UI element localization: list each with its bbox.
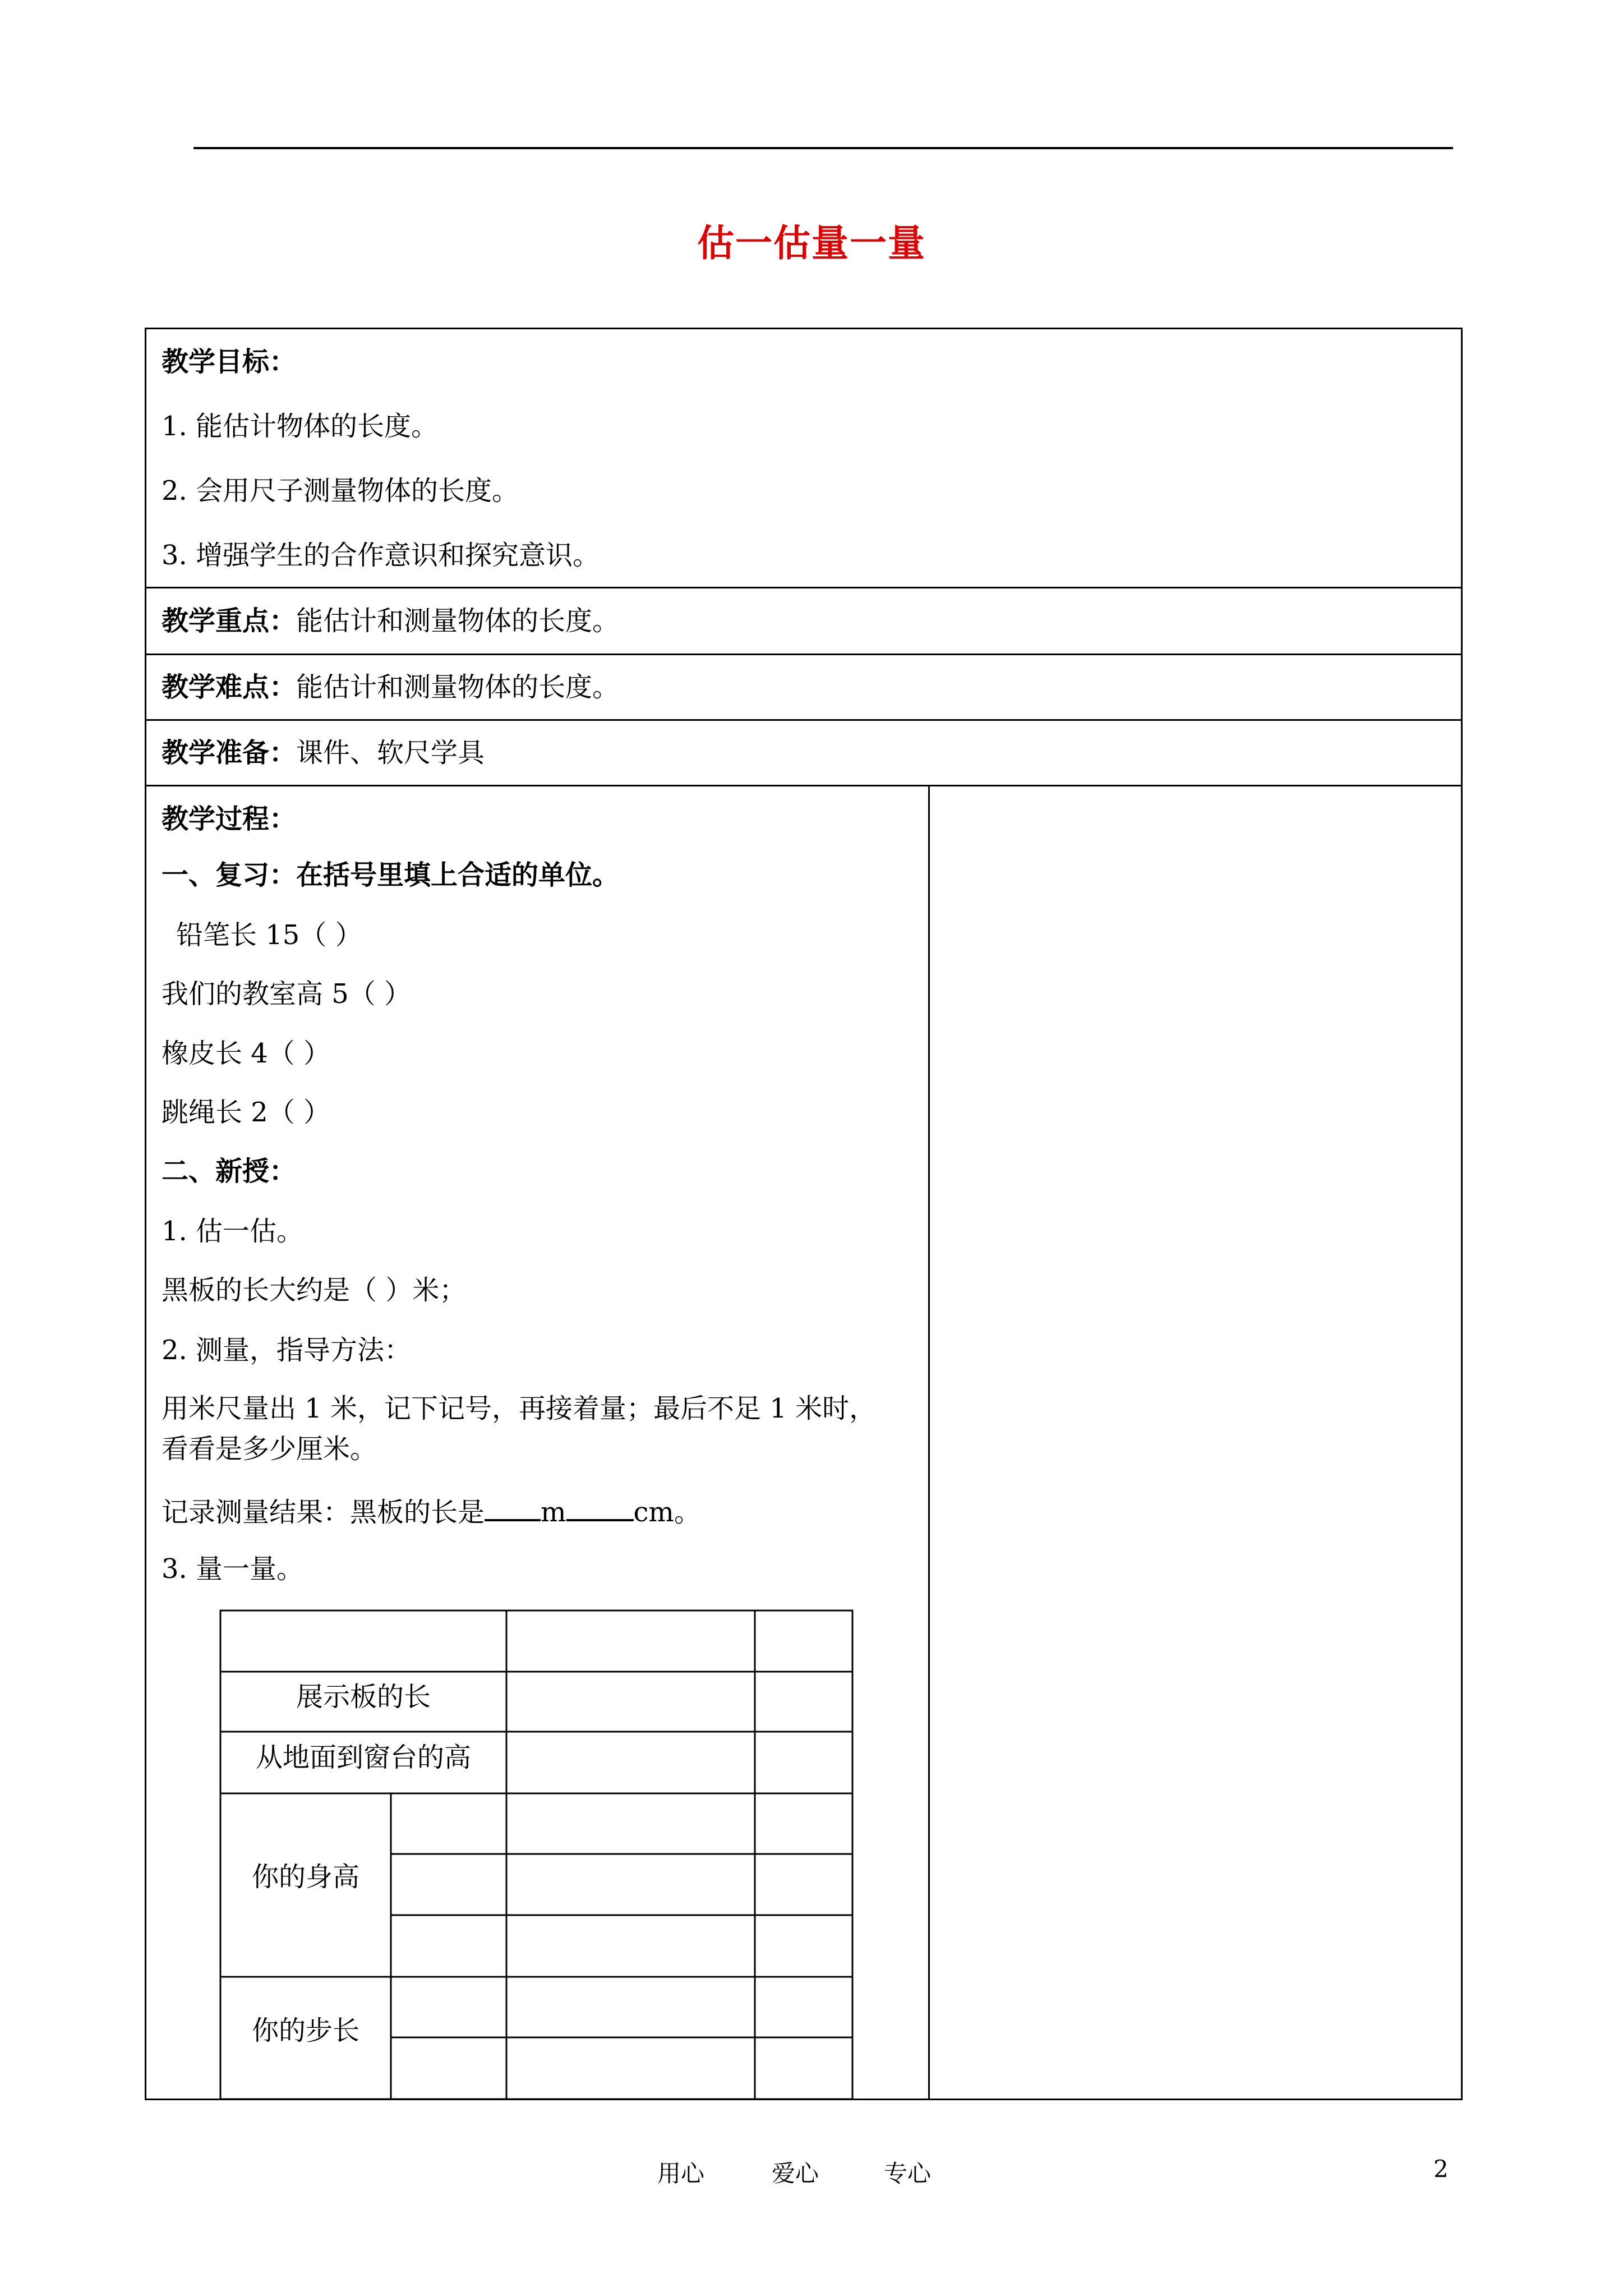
objective-item: 3. 增强学生的合作意识和探究意识。 [162, 540, 600, 571]
footer-item: 专心 [884, 2160, 932, 2187]
step-one: 1. 估一估。 [162, 1216, 304, 1247]
difficulty-label: 教学难点： [162, 671, 297, 703]
review-item: 跳绳长 2（ ） [162, 1097, 331, 1128]
table-row-label: 展示板的长 [296, 1681, 431, 1713]
preparation-text: 课件、软尺学具 [296, 737, 485, 769]
table-row-label: 从地面到窗台的高 [255, 1742, 471, 1773]
review-item: 我们的教室高 5（ ） [162, 978, 412, 1010]
document-title: 估一估量一量 [697, 222, 926, 265]
record-cm-unit: cm。 [633, 1497, 701, 1528]
objective-item: 1. 能估计物体的长度。 [162, 411, 439, 442]
objectives-heading: 教学目标： [162, 346, 297, 378]
step-two-line: 看看是多少厘米。 [162, 1433, 377, 1465]
footer-item: 爱心 [772, 2160, 819, 2187]
step-two-line: 用米尺量出 1 米，记下记号，再接着量；最后不足 1 米时， [162, 1393, 877, 1424]
record-prefix: 记录测量结果：黑板的长是 [162, 1497, 485, 1528]
new-lesson-heading: 二、新授： [162, 1156, 297, 1187]
key-point-text: 能估计和测量物体的长度。 [296, 605, 620, 637]
table-row-label: 你的步长 [251, 2015, 359, 2046]
footer-item: 用心 [657, 2160, 705, 2187]
objective-item: 2. 会用尺子测量物体的长度。 [162, 475, 519, 507]
key-point-label: 教学重点： [162, 605, 297, 637]
table-row-label: 你的身高 [251, 1861, 359, 1893]
review-item: 铅笔长 15（ ） [176, 919, 362, 951]
step-two: 2. 测量，指导方法： [162, 1335, 412, 1366]
process-heading: 教学过程： [162, 803, 297, 835]
record-m-unit: m [541, 1497, 566, 1528]
step-one-text: 黑板的长大约是（ ）米； [162, 1274, 467, 1306]
review-item: 橡皮长 4（ ） [162, 1038, 331, 1069]
review-heading: 一、复习：在括号里填上合适的单位。 [162, 859, 620, 891]
page-number: 2 [1433, 2155, 1449, 2183]
step-three: 3. 量一量。 [162, 1553, 304, 1585]
difficulty-text: 能估计和测量物体的长度。 [296, 671, 620, 703]
preparation-label: 教学准备： [162, 737, 297, 769]
